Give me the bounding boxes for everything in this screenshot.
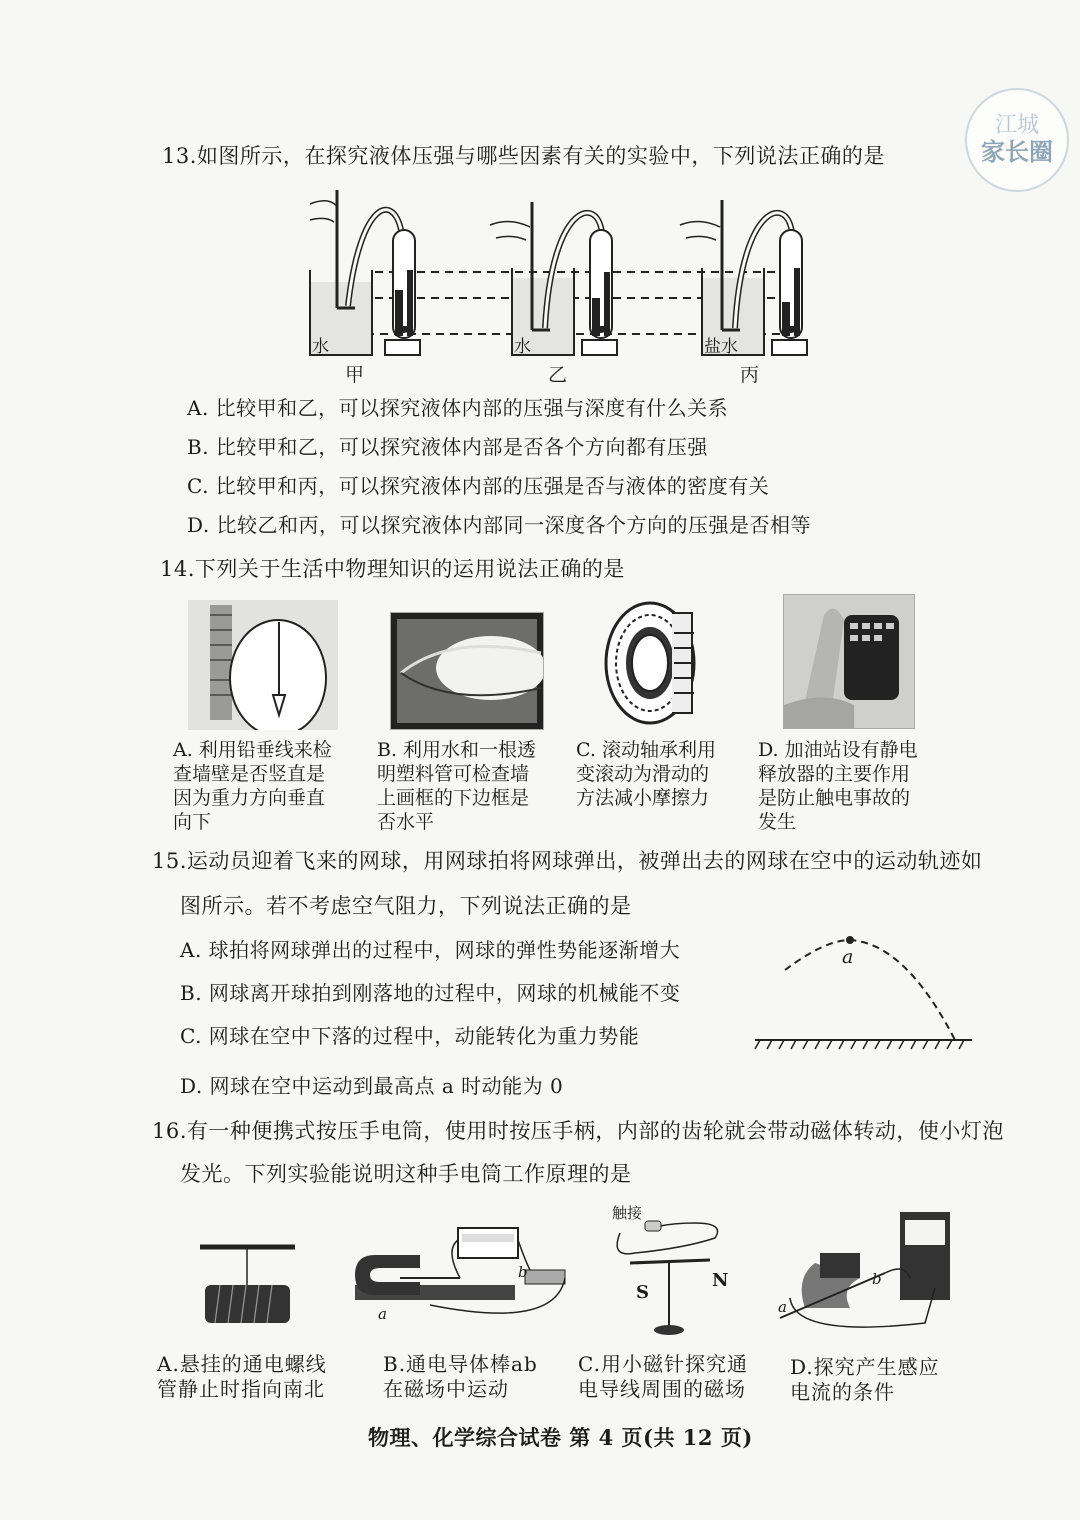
caption-line: 否水平	[377, 811, 435, 833]
caption-line: D.探究产生感应	[790, 1355, 940, 1379]
question-text: 运动员迎着飞来的网球，用网球拍将网球弹出，被弹出去的网球在空中的运动轨迹如	[186, 849, 983, 873]
caption-line: 因为重力方向垂直	[173, 787, 326, 809]
q16-option-c	[578, 1352, 748, 1402]
q16-option-d	[790, 1355, 940, 1405]
question-number: 16.	[152, 1119, 187, 1143]
touch-label: 触接	[612, 1204, 643, 1222]
caption-line: 在磁场中运动	[383, 1377, 509, 1401]
caption-line: 查墙壁是否竖直是	[173, 763, 326, 785]
north-pole-label: N	[712, 1270, 729, 1291]
caption-line: 上画框的下边框是	[377, 787, 530, 809]
q14-option-b	[377, 738, 536, 834]
highest-point-label: a	[842, 946, 854, 968]
caption-line: 释放器的主要作用	[758, 763, 911, 785]
caption-line: D. 加油站设有静电	[758, 739, 918, 761]
panel-bing	[680, 200, 807, 355]
label-a-figure-d: a	[778, 1298, 787, 1316]
caption-line: 明塑料管可检查墙	[377, 763, 530, 785]
liquid-label-jia: 水	[312, 337, 329, 357]
q14-option-c	[576, 738, 716, 810]
panel-yi	[490, 202, 617, 355]
induced-current-figure	[775, 1208, 965, 1333]
liquid-label-bing: 盐水	[704, 337, 738, 357]
caption-line: 是防止触电事故的	[758, 787, 911, 809]
question-number: 15.	[152, 849, 187, 873]
plumb-line-image	[188, 600, 338, 730]
question-15-stem-line2: 图所示。若不考虑空气阻力，下列说法正确的是	[180, 894, 632, 918]
q15-option-b: B. 网球离开球拍到刚落地的过程中，网球的机械能不变	[180, 981, 681, 1005]
q13-option-b: B. 比较甲和乙，可以探究液体内部是否各个方向都有压强	[187, 435, 708, 459]
picture-frame-image	[390, 612, 544, 730]
south-pole-label: S	[636, 1282, 649, 1303]
q14-option-d	[758, 738, 918, 834]
question-16-stem-line2: 发光。下列实验能说明这种手电筒工作原理的是	[180, 1162, 632, 1186]
caption-line: 方法减小摩擦力	[576, 787, 710, 809]
q14-option-a	[173, 738, 332, 834]
panel-label-yi: 乙	[548, 364, 568, 386]
watermark-logo	[965, 88, 1069, 192]
q15-option-a: A. 球拍将网球弹出的过程中，网球的弹性势能逐渐增大	[180, 938, 681, 962]
q13-option-d: D. 比较乙和丙，可以探究液体内部同一深度各个方向的压强是否相等	[187, 513, 812, 537]
panel-jia	[310, 190, 420, 355]
panel-label-jia: 甲	[345, 364, 365, 386]
label-b-figure-d: b	[872, 1270, 882, 1288]
question-16-stem-line1	[152, 1115, 1004, 1145]
q16-option-b	[383, 1352, 538, 1402]
q15-option-d: D. 网球在空中运动到最高点 a 时动能为 0	[180, 1074, 564, 1098]
question-text: 下列关于生活中物理知识的运用说法正确的是	[194, 557, 625, 581]
watermark-line2: 家长圈	[981, 138, 1053, 166]
label-a-figure-b: a	[378, 1305, 387, 1323]
panel-label-bing: 丙	[740, 364, 760, 386]
question-number: 13.	[162, 144, 197, 168]
q13-option-a: A. 比较甲和乙，可以探究液体内部的压强与深度有什么关系	[187, 396, 729, 420]
static-discharger-image	[783, 594, 915, 729]
caption-line: 电导线周围的磁场	[578, 1377, 746, 1401]
caption-line: A. 利用铅垂线来检	[173, 739, 332, 761]
question-text: 有一种便携式按压手电筒，使用时按压手柄，内部的齿轮就会带动磁体转动，使小灯泡	[186, 1119, 1004, 1143]
caption-line: C. 滚动轴承利用	[576, 739, 716, 761]
caption-line: B. 利用水和一根透	[377, 739, 537, 761]
bearing-image	[602, 598, 712, 728]
q15-option-c: C. 网球在空中下落的过程中，动能转化为重力势能	[180, 1024, 640, 1048]
q16-option-a	[157, 1352, 327, 1402]
page-footer: 物理、化学综合试卷 第 4 页(共 12 页)	[368, 1425, 753, 1450]
question-15-stem-line1	[152, 845, 982, 875]
caption-line: B.通电导体棒ab	[383, 1352, 538, 1376]
caption-line: 电流的条件	[790, 1380, 895, 1404]
caption-line: 管静止时指向南北	[157, 1377, 325, 1401]
q13-option-c: C. 比较甲和丙，可以探究液体内部的压强是否与液体的密度有关	[187, 474, 770, 498]
label-b-figure-b: b	[518, 1263, 528, 1281]
question-number: 14.	[160, 557, 195, 581]
question-text: 如图所示，在探究液体压强与哪些因素有关的实验中，下列说法正确的是	[196, 144, 885, 168]
caption-line: 发生	[758, 811, 797, 833]
liquid-label-yi: 水	[514, 337, 531, 357]
caption-line: C.用小磁针探究通	[578, 1352, 748, 1376]
caption-line: 向下	[173, 811, 212, 833]
caption-line: 变滚动为滑动的	[576, 763, 710, 785]
question-14-stem	[160, 553, 625, 583]
watermark-line1: 江城	[994, 113, 1039, 138]
caption-line: A.悬挂的通电螺线	[157, 1352, 327, 1376]
solenoid-figure	[195, 1240, 305, 1330]
ball-trajectory-figure	[750, 925, 980, 1055]
question-13-stem	[162, 140, 885, 170]
